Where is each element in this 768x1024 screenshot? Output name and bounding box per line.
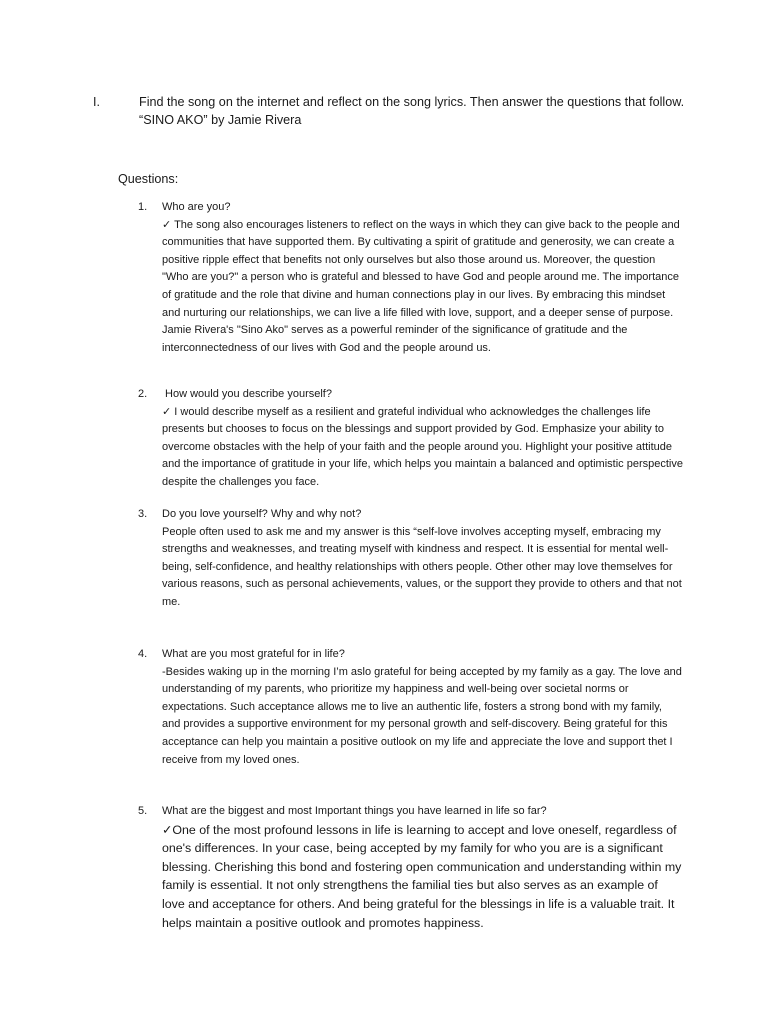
question-number: 3. (138, 508, 148, 520)
question-number: 5. (138, 805, 148, 817)
answer-text: -Besides waking up in the morning I’m aslo grateful for being accepted by my family as a gay. The love and understanding of my parents, who prioritize my happiness and well-being over societal norms or expectations. Such acceptance allows me to live an authentic life, fosters a strong bond with my family, and provides a supportive environment for my personal growth and self-discovery. Being grateful for this acceptance can help you maintain a positive outlook on my life and appreciate the love and support thet I receive from my loved ones. (162, 665, 682, 766)
answer-text: ✓ The song also encourages listeners to reflect on the ways in which they can give back to the people and communities that have supported them. By cultivating a spirit of gratitude and generosity, we can create a positive ripple effect that benefits not only ourselves but also those around us. Moreover, the question "Who are you?" a person who is grateful and blessed to have God and people around me. The importance of gratitude and the role that divine and human connections play in our lives. By embracing this mindset and nurturing our relationships, we can live a life filled with love, support, and a deeper sense of purpose. Jamie Rivera's "Sino Ako" serves as a powerful reminder of the significance of gratitude and the interconnectedness of our lives with God and the people around us. (162, 218, 680, 354)
question-text: How would you describe yourself? (162, 388, 332, 400)
question-number: 4. (138, 648, 148, 660)
question-number: 2. (138, 388, 148, 400)
question-item-4 (138, 646, 683, 769)
question-item-3 (138, 506, 683, 612)
answer-text: People often used to ask me and my answer is this “self-love involves accepting myself, embracing my strengths and weaknesses, and treating myself with kindness and respect. It is essential for mental well-being, self-confidence, and healthy relationships with others people. Other other may love themselves for various reasons, such as personal achievements, values, or the support they provide to others and that not me. (162, 525, 682, 608)
question-number: 1. (138, 201, 148, 213)
instructions-text: Find the song on the internet and reflect on the song lyrics. Then answer the questions that follow. “SINO AKO” by Jamie Rivera (139, 95, 685, 127)
answer-text: ✓One of the most profound lessons in life is learning to accept and love oneself, regardless of one's differences. In your case, being accepted by my family for who you are is a significant blessing. Cherishing this bond and fostering open communication and understanding within my family is essential. It not only strengthens the familial ties but also serves as an example of love and acceptance for others. And being grateful for the blessings in life is a valuable trait. It helps maintain a positive outlook and promotes happiness. (162, 822, 682, 930)
question-item-1 (138, 199, 683, 357)
question-text: What are the biggest and most Important things you have learned in life so far? (162, 805, 547, 817)
section-number: I. (93, 95, 100, 109)
question-item-2 (138, 386, 683, 492)
assignment-instructions (93, 93, 693, 129)
questions-heading: Questions: (118, 172, 179, 186)
question-text: What are you most grateful for in life? (162, 648, 345, 660)
answer-text: ✓ I would describe myself as a resilient and grateful individual who acknowledges the challenges life presents but chooses to focus on the blessings and support provided by God. Emphasize your ability to overcome obstacles with the help of your faith and the people around you. Highlight your positive attitude and the importance of gratitude in your life, which helps you maintain a balanced and optimistic perspective despite the challenges you face. (162, 405, 683, 488)
question-text: Do you love yourself? Why and why not? (162, 508, 362, 520)
question-text: Who are you? (162, 201, 231, 213)
question-item-5 (138, 803, 683, 932)
